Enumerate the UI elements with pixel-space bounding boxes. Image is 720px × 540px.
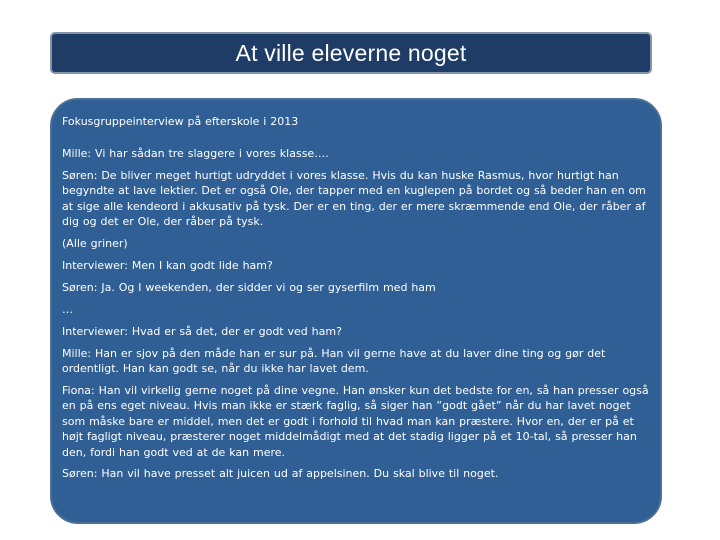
transcript-line: Interviewer: Men I kan godt lide ham?: [62, 258, 273, 272]
transcript-line: Mille: Han er sjov på den måde han er sur på. Han vil gerne have at du laver dine ting og gør det ordentligt. Han kan godt se, når du ikke har lavet dem.: [62, 346, 606, 375]
content-box: [50, 98, 662, 524]
transcript-line: Fiona: Han vil virkelig gerne noget på dine vegne. Han ønsker kun det bedste for en, så han presser også en på ens eget niveau. Hvis man ikke er stærk faglig, så siger han ”godt gået” når du har lavet noget som måske bare er middel, men det er godt i forhold til hvad man kan præstere. Hvor en, der er på et højt fagligt niveau, præsterer noget middelmådigt med at det stadig ligger på et 10-tal, så presser han den, fordi han godt ved at de kan mere.: [62, 383, 649, 459]
transcript-line: Interviewer: Hvad er så det, der er godt ved ham?: [62, 324, 342, 338]
transcript-line: Søren: Ja. Og I weekenden, der sidder vi og ser gyserfilm med ham: [62, 280, 436, 294]
transcript-line: (Alle griner): [62, 236, 128, 250]
transcript-line: Søren: Han vil have presset alt juicen ud af appelsinen. Du skal blive til noget.: [62, 467, 499, 480]
transcript: [62, 114, 650, 482]
slide-title: At ville eleverne noget: [235, 39, 467, 66]
transcript-line: …: [62, 302, 73, 316]
transcript-line: Mille: Vi har sådan tre slaggere i vores klasse….: [62, 146, 329, 160]
transcript-heading: Fokusgruppeinterview på efterskole i 2013: [62, 115, 299, 128]
transcript-line: Søren: De bliver meget hurtigt udryddet i vores klasse. Hvis du kan huske Rasmus, hvor hurtigt han begyndte at lave lektier. Det er også Ole, der tapper med en kuglepen på bordet og så beder han en om at sige alle kendeord i akkusativ på tysk. Der er en ting, der er mere skræmmende end Ole, der råber af dig og det er Ole, der råber på tysk.: [62, 168, 646, 228]
slide-title-bar: [50, 32, 652, 74]
